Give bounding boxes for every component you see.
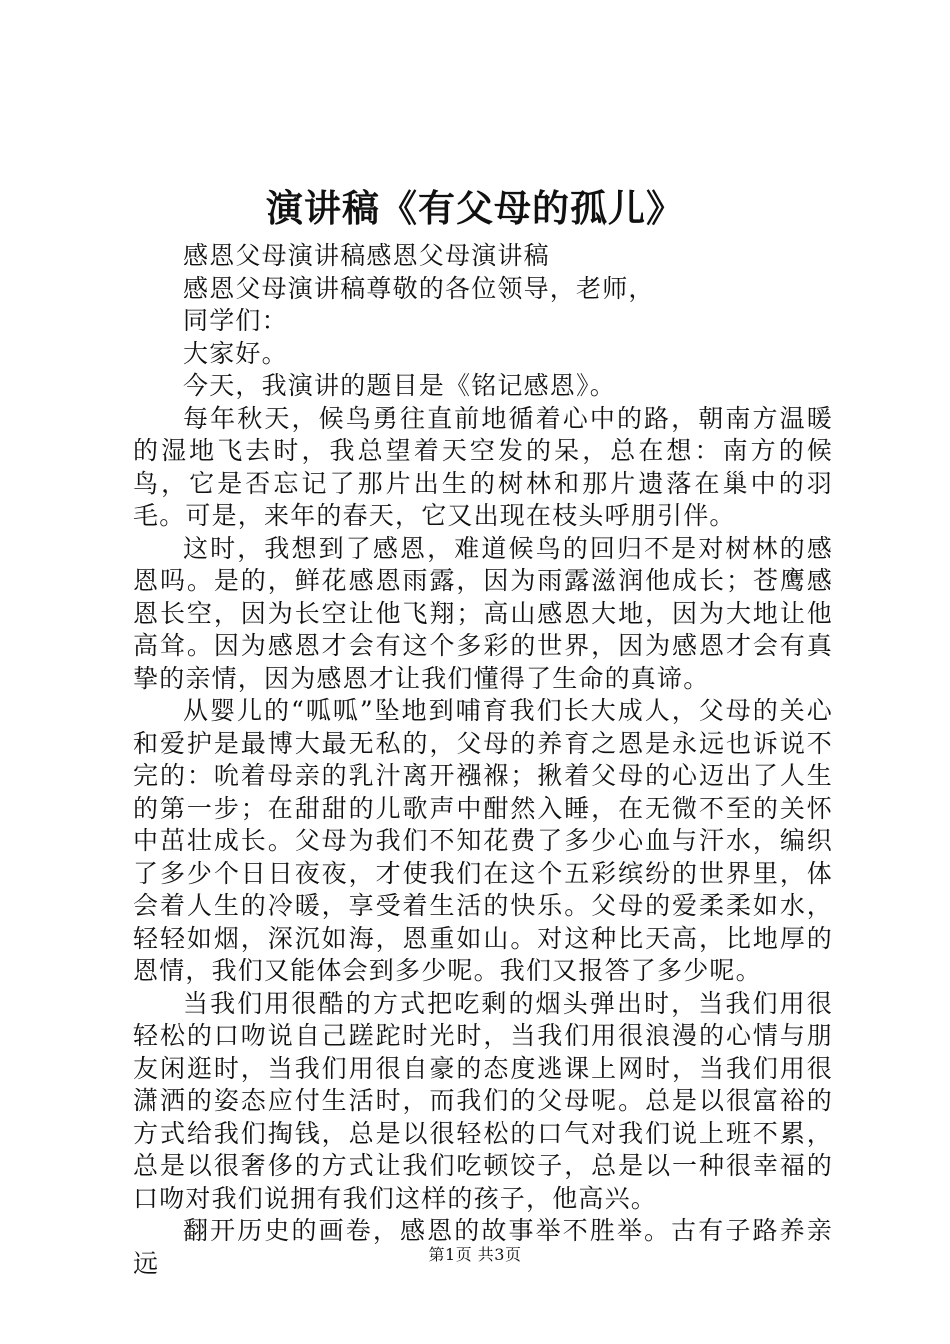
paragraph: 感恩父母演讲稿感恩父母演讲稿	[183, 241, 550, 270]
paragraph: 每年秋天，候鸟勇往直前地循着心中的路，朝南方温暖的湿地飞去时，我总望着天空发的呆，总在想：南方的候鸟，它是否忘记了那片出生的树林和那片遗落在巢中的羽毛。可是，来年的春天，它又出现在枝头呼朋引伴。	[133, 403, 833, 530]
paragraph: 同学们：	[183, 306, 288, 335]
paragraph: 这时，我想到了感恩，难道候鸟的回归不是对树林的感恩吗。是的，鲜花感恩雨露，因为雨露滋润他成长；苍鹰感恩长空，因为长空让他飞翔；高山感恩大地，因为大地让他高耸。因为感恩才会有这个多彩的世界，因为感恩才会有真挚的亲情，因为感恩才让我们懂得了生命的真谛。	[133, 533, 833, 693]
page-number-footer: 第1页 共3页	[428, 1245, 522, 1264]
paragraph: 当我们用很酷的方式把吃剩的烟头弹出时，当我们用很轻松的口吻说自己蹉跎时光时，当我们用很浪漫的心情与朋友闲逛时，当我们用很自豪的态度逃课上网时，当我们用很潇洒的姿态应付生活时，而我们的父母呢。总是以很富裕的方式给我们掏钱，总是以很轻松的口气对我们说上班不累，总是以很奢侈的方式让我们吃顿饺子，总是以一种很幸福的口吻对我们说拥有我们这样的孩子，他高兴。	[133, 988, 833, 1213]
paragraph: 从婴儿的“呱呱”坠地到哺育我们长大成人，父母的关心和爱护是最博大最无私的，父母的养育之恩是永远也诉说不完的：吮着母亲的乳汁离开襁褓；揪着父母的心迈出了人生的第一步；在甜甜的儿歌声中酣然入睡，在无微不至的关怀中茁壮成长。父母为我们不知花费了多少心血与汗水，编织了多少个日日夜夜，才使我们在这个五彩缤纷的世界里，体会着人生的冷暖，享受着生活的快乐。父母的爱柔柔如水，轻轻如烟，深沉如海，恩重如山。对这种比天高，比地厚的恩情，我们又能体会到多少呢。我们又报答了多少呢。	[133, 696, 833, 985]
paragraph: 大家好。	[183, 338, 288, 368]
paragraph: 今天，我演讲的题目是《铭记感恩》。	[183, 371, 616, 400]
document-body	[133, 240, 833, 1280]
paragraph: 感恩父母演讲稿尊敬的各位领导，老师，	[183, 273, 655, 303]
document-title: 演讲稿《有父母的孤儿》	[266, 186, 684, 230]
paragraph: 翻开历史的画卷，感恩的故事举不胜举。古有子路养亲远	[133, 1216, 833, 1278]
